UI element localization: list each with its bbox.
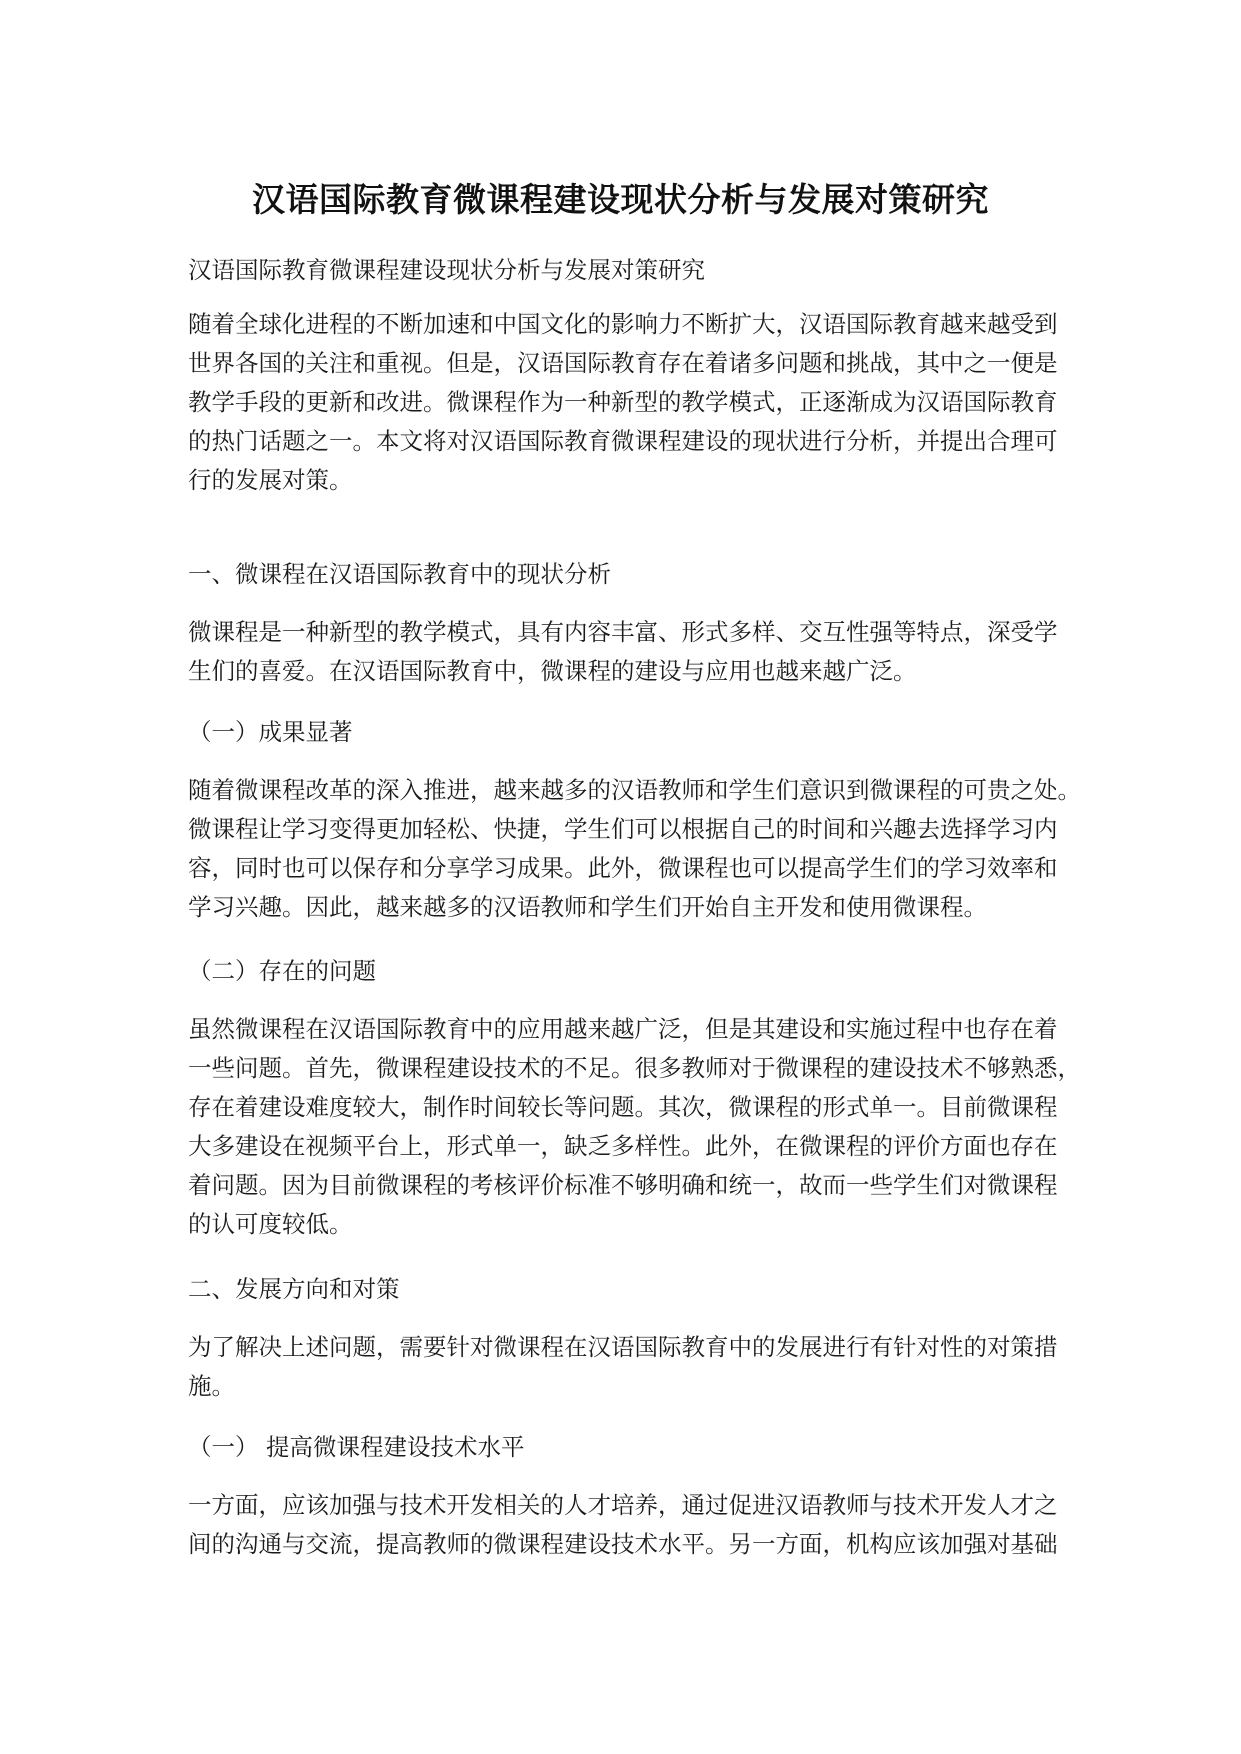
text-line: 容，同时也可以保存和分享学习成果。此外，微课程也可以提高学生们的学习效率和: [188, 854, 1058, 882]
text-line: 学习兴趣。因此，越来越多的汉语教师和学生们开始自主开发和使用微课程。: [188, 893, 987, 921]
heading-text: （一）成果显著: [188, 718, 353, 746]
text-line: 一些问题。首先，微课程建设技术的不足。很多教师对于微课程的建设技术不够熟悉，: [188, 1054, 1081, 1082]
text-line: 着问题。因为目前微课程的考核评价标准不够明确和统一，故而一些学生们对微课程: [188, 1171, 1058, 1199]
text-line: 生们的喜爱。在汉语国际教育中，微课程的建设与应用也越来越广泛。: [188, 657, 917, 685]
subsection-1-2-paragraph: [188, 1010, 1081, 1244]
heading-text: （一） 提高微课程建设技术水平: [188, 1433, 525, 1461]
text-line: 的热门话题之一。本文将对汉语国际教育微课程建设的现状进行分析，并提出合理可: [188, 427, 1058, 455]
intro-paragraph: [188, 305, 1078, 500]
subsection-heading-2-1: [188, 1428, 1078, 1467]
heading-text: 一、微课程在汉语国际教育中的现状分析: [188, 560, 611, 588]
subsection-2-1-paragraph: [188, 1486, 1078, 1564]
text-line: 世界各国的关注和重视。但是，汉语国际教育存在着诸多问题和挑战，其中之一便是: [188, 349, 1058, 377]
text-line: 施。: [188, 1372, 235, 1400]
section-heading-2: [188, 1270, 1078, 1309]
section-heading-1: [188, 555, 1078, 594]
text-line: 微课程是一种新型的教学模式，具有内容丰富、形式多样、交互性强等特点，深受学: [188, 618, 1058, 646]
text-line: 存在着建设难度较大，制作时间较长等问题。其次，微课程的形式单一。目前微课程: [188, 1093, 1058, 1121]
text-line: 大多建设在视频平台上，形式单一，缺乏多样性。此外，在微课程的评价方面也存在: [188, 1132, 1058, 1160]
text-line: 虽然微课程在汉语国际教育中的应用越来越广泛，但是其建设和实施过程中也存在着: [188, 1015, 1058, 1043]
text-line: 教学手段的更新和改进。微课程作为一种新型的教学模式，正逐渐成为汉语国际教育: [188, 388, 1058, 416]
section-1-paragraph: [188, 613, 1078, 691]
subsection-heading-1-2: [188, 952, 1078, 991]
text-line: 随着全球化进程的不断加速和中国文化的影响力不断扩大，汉语国际教育越来越受到: [188, 310, 1058, 338]
subtitle-paragraph: [188, 251, 1078, 290]
text-line: 为了解决上述问题，需要针对微课程在汉语国际教育中的发展进行有针对性的对策措: [188, 1333, 1058, 1361]
text-line: 间的沟通与交流，提高教师的微课程建设技术水平。另一方面，机构应该加强对基础: [188, 1530, 1058, 1558]
text-line: 一方面，应该加强与技术开发相关的人才培养，通过促进汉语教师与技术开发人才之: [188, 1491, 1058, 1519]
text-line: 汉语国际教育微课程建设现状分析与发展对策研究: [188, 256, 705, 284]
heading-text: 二、发展方向和对策: [188, 1275, 400, 1303]
subsection-1-1-paragraph: [188, 771, 1081, 927]
text-line: 微课程让学习变得更加轻松、快捷，学生们可以根据自己的时间和兴趣去选择学习内: [188, 815, 1058, 843]
text-line: 行的发展对策。: [188, 466, 353, 494]
text-line: 的认可度较低。: [188, 1210, 353, 1238]
document-title: 汉语国际教育微课程建设现状分析与发展对策研究: [252, 180, 989, 219]
section-2-paragraph: [188, 1328, 1078, 1406]
text-line: 随着微课程改革的深入推进，越来越多的汉语教师和学生们意识到微课程的可贵之处。: [188, 776, 1081, 804]
heading-text: （二）存在的问题: [188, 957, 376, 985]
subsection-heading-1-1: [188, 713, 1078, 752]
